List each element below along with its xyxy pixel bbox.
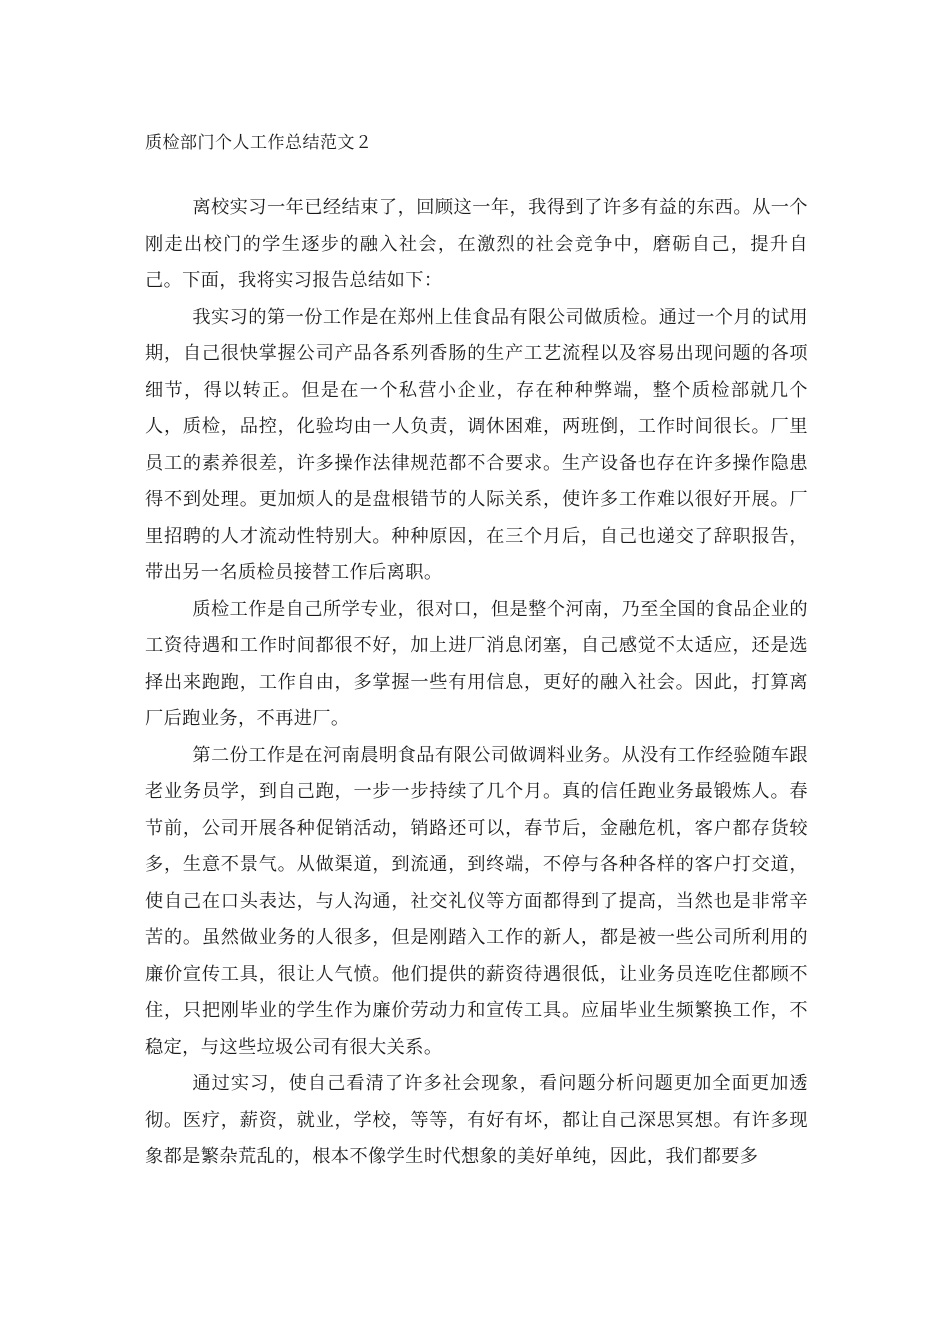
paragraph: 离校实习一年已经结束了，回顾这一年，我得到了许多有益的东西。从一个刚走出校门的学生逐步的融入社会，在激烈的社会竞争中，磨砺自己，提升自己。下面，我将实习报告总结如下：: [145, 197, 808, 291]
paragraph: 第二份工作是在河南晨明食品有限公司做调料业务。从没有工作经验随车跟老业务员学，到自己跑，一步一步持续了几个月。真的信任跑业务最锻炼人。春节前，公司开展各种促销活动，销路还可以，春节后，金融危机，客户都存货较多，生意不景气。从做渠道，到流通，到终端，不停与各种各样的客户打交道，使自己在口头表达，与人沟通，社交礼仪等方面都得到了提高，当然也是非常辛苦的。虽然做业务的人很多，但是刚踏入工作的新人，都是被一些公司所利用的廉价宣传工具，很让人气愤。他们提供的薪资待遇很低，让业务员连吃住都顾不住，只把刚毕业的学生作为廉价劳动力和宣传工具。应届毕业生频繁换工作，不稳定，与这些垃圾公司有很大关系。: [145, 744, 808, 1058]
paragraph: 质检工作是自己所学专业，很对口，但是整个河南，乃至全国的食品企业的工资待遇和工作时间都很不好，加上进厂消息闭塞，自己感觉不太适应，还是选择出来跑跑，工作自由，多掌握一些有用信息，更好的融入社会。因此，打算离厂后跑业务，不再进厂。: [145, 598, 808, 729]
paragraph: 我实习的第一份工作是在郑州上佳食品有限公司做质检。通过一个月的试用期，自己很快掌握公司产品各系列香肠的生产工艺流程以及容易出现问题的各项细节，得以转正。但是在一个私营小企业，存在种种弊端，整个质检部就几个人，质检，品控，化验均由一人负责，调休困难，两班倒，工作时间很长。厂里员工的素养很差，许多操作法律规范都不合要求。生产设备也存在许多操作隐患得不到处理。更加烦人的是盘根错节的人际关系，使许多工作难以很好开展。厂里招聘的人才流动性特别大。种种原因，在三个月后，自己也递交了辞职报告，带出另一名质检员接替工作后离职。: [145, 306, 808, 583]
document-body: [145, 190, 808, 1176]
document-title: 质检部门个人工作总结范文２: [145, 133, 373, 153]
paragraph: 通过实习，使自己看清了许多社会现象，看问题分析问题更加全面更加透彻。医疗，薪资，就业，学校，等等，有好有坏，都让自己深思冥想。有许多现象都是繁杂荒乱的，根本不像学生时代想象的美好单纯，因此，我们都要多: [145, 1073, 808, 1167]
